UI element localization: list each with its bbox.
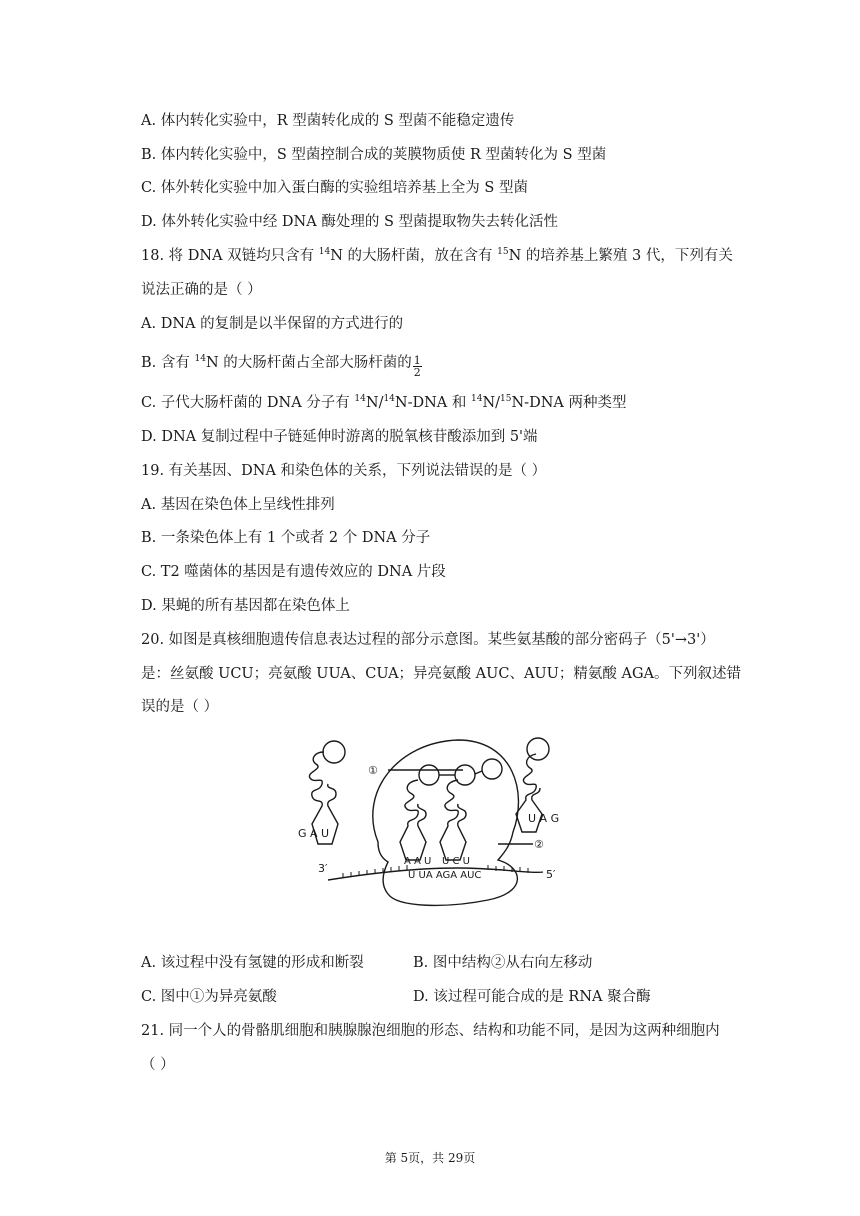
fraction-one-half: $\frac{1}{2}$: [413, 354, 421, 379]
q20-option-b: B. 图中结构②从右向左移动: [413, 955, 593, 971]
q18-stem-line2: 说法正确的是（ ）: [141, 282, 262, 298]
q20-stem-line3: 误的是（ ）: [141, 699, 219, 715]
trna-middle-b: [440, 780, 466, 860]
q20-option-a: A. 该过程中没有氢键的形成和断裂: [141, 955, 364, 971]
mrna-5-prime: 5′: [546, 868, 556, 881]
q18-stem-line1: 18. 将 DNA 双链均只含有 $^{14}$N 的大肠杆菌，放在含有 $^{15}$N 的培养基上繁殖 3 代，下列有关: [141, 247, 733, 264]
q20-option-c: C. 图中①为异亮氨酸: [141, 989, 277, 1005]
q19-stem: 19. 有关基因、DNA 和染色体的关系，下列说法错误的是（ ）: [141, 463, 547, 479]
mrna-codons: U UA AGA AUC: [408, 870, 482, 881]
mrna-3-prime: 3′: [318, 862, 328, 875]
q18-option-b: B. 含有 $^{14}$N 的大肠杆菌占全部大肠杆菌的 $\frac{1}{2}$: [141, 354, 421, 379]
q19-option-d: D. 果蝇的所有基因都在染色体上: [141, 598, 350, 614]
q21-stem-line1: 21. 同一个人的骨骼肌细胞和胰腺腺泡细胞的形态、结构和功能不同，是因为这两种细胞内: [141, 1023, 720, 1039]
trna-middle-b-anticodon: U C U: [442, 856, 470, 867]
label-2: ②: [534, 838, 544, 851]
amino-acid-circle: [419, 765, 439, 785]
q19-option-b: B. 一条染色体上有 1 个或者 2 个 DNA 分子: [141, 530, 431, 546]
trna-right-anticodon: U A G: [528, 812, 560, 825]
q17-option-a: A. 体内转化实验中，R 型菌转化成的 S 型菌不能稳定遗传: [141, 113, 515, 129]
q17-option-c: C. 体外转化实验中加入蛋白酶的实验组培养基上全为 S 型菌: [141, 180, 528, 196]
trna-middle-a: [400, 780, 426, 860]
q18-option-d: D. DNA 复制过程中子链延伸时游离的脱氧核苷酸添加到 5'端: [141, 429, 538, 445]
amino-acid-circle: [323, 741, 345, 763]
q18-option-a: A. DNA 的复制是以半保留的方式进行的: [141, 316, 404, 332]
q17-option-d: D. 体外转化实验中经 DNA 酶处理的 S 型菌提取物失去转化活性: [141, 214, 558, 230]
amino-acid-circle: [455, 765, 475, 785]
label-1: ①: [368, 764, 378, 777]
q17-option-b: B. 体内转化实验中，S 型菌控制合成的荚膜物质使 R 型菌转化为 S 型菌: [141, 147, 607, 163]
q19-option-c: C. T2 噬菌体的基因是有遗传效应的 DNA 片段: [141, 564, 446, 580]
trna-left-anticodon: G A U: [298, 827, 330, 840]
q20-option-d: D. 该过程可能合成的是 RNA 聚合酶: [413, 989, 651, 1005]
page-footer: 第 5页，共 29页: [384, 1151, 476, 1165]
q21-stem-line2: （ ）: [141, 1057, 175, 1073]
q18-option-c: C. 子代大肠杆菌的 DNA 分子有 $^{14}$N/$^{14}$N-DNA 和 $^{14}$N/$^{15}$N-DNA 两种类型: [141, 394, 627, 411]
amino-acid-circle: [482, 759, 502, 779]
q20-stem-line1: 20. 如图是真核细胞遗传信息表达过程的部分示意图。某些氨基酸的部分密码子（5'→3'）: [141, 632, 715, 648]
q20-stem-line2: 是：丝氨酸 UCU；亮氨酸 UUA、CUA；异亮氨酸 AUC、AUU；精氨酸 AGA。下列叙述错: [141, 666, 741, 682]
trna-middle-a-anticodon: A A U: [404, 856, 432, 867]
q19-option-a: A. 基因在染色体上呈线性排列: [141, 497, 335, 513]
translation-diagram: [288, 722, 576, 912]
